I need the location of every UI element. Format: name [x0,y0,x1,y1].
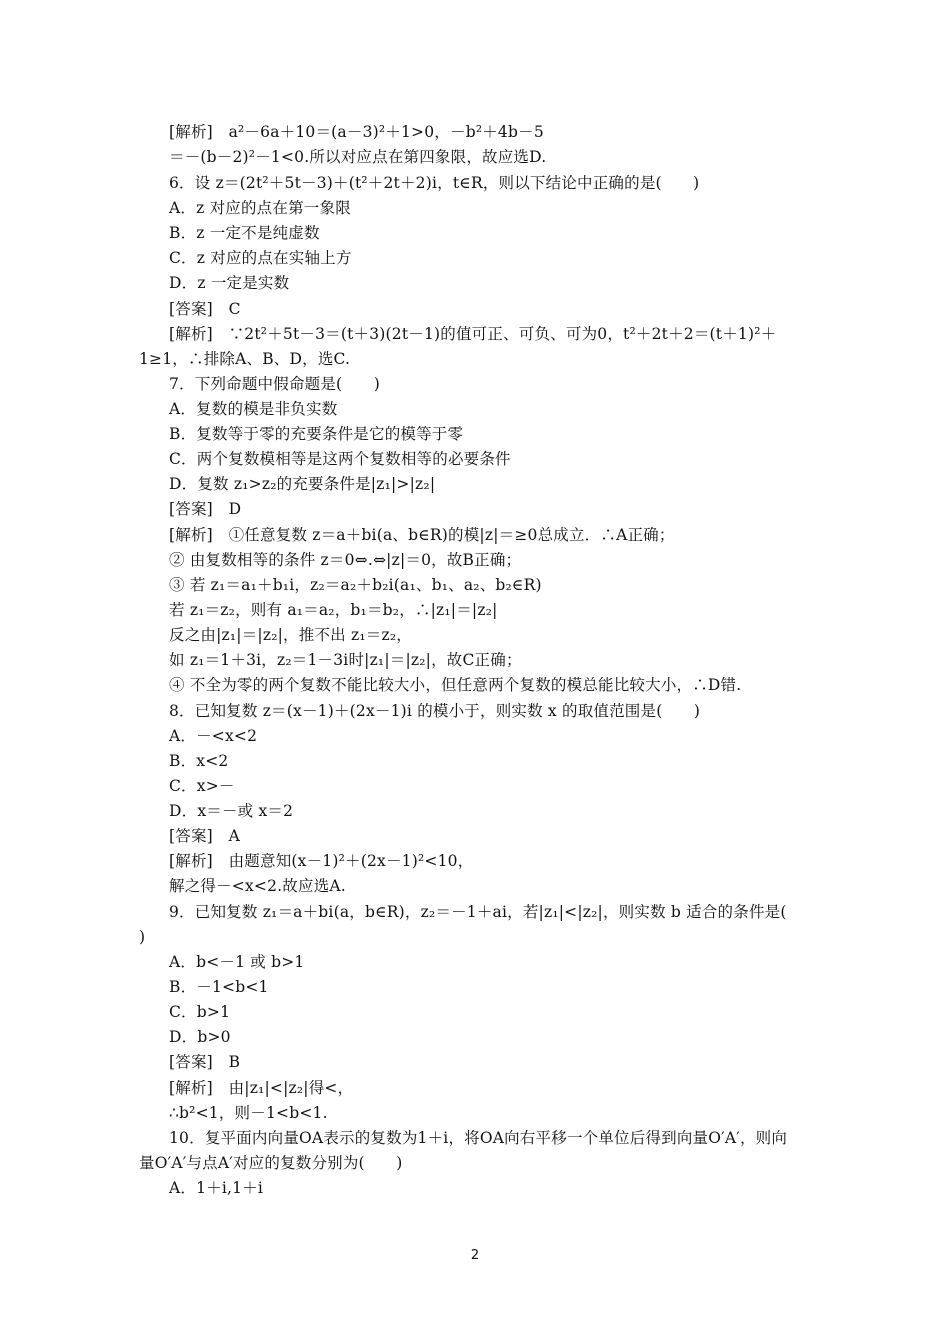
line-26: B．x<2 [169,752,229,770]
line-16: [答案] D [169,500,242,518]
line-12: A．复数的模是非负实数 [169,400,338,418]
line-21: 反之由|z₁|＝|z₂|，推不出 z₁＝z₂， [169,626,412,644]
line-13: B．复数等于零的充要条件是它的模等于零 [169,425,464,443]
line-20: 若 z₁＝z₂，则有 a₁＝a₂，b₁＝b₂，∴|z₁|＝|z₂| [169,601,498,619]
line-7: D．z 一定是实数 [169,274,290,292]
line-19: ③ 若 z₁＝a₁＋b₁i，z₂＝a₂＋b₂i(a₁、b₁、a₂、b₂∈R) [169,576,542,594]
line-4: A．z 对应的点在第一象限 [169,199,351,217]
line-22: 如 z₁＝1＋3i，z₂＝1－3i时|z₁|＝|z₂|，故C正确； [169,651,522,669]
line-3: 6．设 z＝(2t²＋5t－3)＋(t²＋2t＋2)i，t∈R，则以下结论中正确的是( ) [169,174,700,192]
line-38: [答案] B [169,1053,241,1071]
line-18: ② 由复数相等的条件 z＝0⇔.⇔|z|＝0，故B正确； [169,551,522,569]
line-41: 10．复平面内向量OA表示的复数为1＋i，将OA向右平移一个单位后得到向量O′A′，则向 [169,1129,788,1147]
line-29: [答案] A [169,827,240,845]
line-2: ＝－(b－2)²－1<0.所以对应点在第四象限，故应选D. [169,148,547,166]
line-27: C．x>－ [169,777,235,795]
line-15: D．复数 z₁>z₂的充要条件是|z₁|>|z₂| [169,475,436,493]
line-42: 量O′A′与点A′对应的复数分别为( ) [139,1154,403,1172]
line-23: ④ 不全为零的两个复数不能比较大小，但任意两个复数的模总能比较大小，∴D错. [169,676,742,694]
line-28: D．x＝－或 x＝2 [169,802,294,820]
line-33: ) [139,928,146,946]
line-37: D．b>0 [169,1028,231,1046]
page-number: 2 [470,1248,480,1263]
line-17: [解析] ①任意复数 z＝a＋bi(a、b∈R)的模|z|＝≥0总成立．∴A正确； [169,526,675,544]
line-9: [解析] ∵2t²＋5t－3＝(t＋3)(2t－1)的值可正、可负、可为0，t²＋2t＋2＝(t＋1)²＋ [169,325,777,343]
line-8: [答案] C [169,300,241,318]
line-32: 9．已知复数 z₁＝a＋bi(a，b∈R)，z₂＝－1＋ai，若|z₁|<|z₂|，则实数 b 适合的条件是( [169,903,787,921]
line-24: 8．已知复数 z＝(x－1)＋(2x－1)i 的模小于，则实数 x 的取值范围是( ) [169,702,701,720]
line-14: C．两个复数模相等是这两个复数相等的必要条件 [169,450,511,468]
line-43: A．1＋i,1＋i [169,1179,264,1197]
line-25: A．－<x<2 [169,727,258,745]
line-10: 1≥1，∴排除A、B、D，选C. [139,350,351,368]
line-31: 解之得－<x<2.故应选A. [169,877,346,895]
line-36: C．b>1 [169,1003,231,1021]
line-11: 7．下列命题中假命题是( ) [169,375,380,393]
line-30: [解析] 由题意知(x－1)²＋(2x－1)²<10， [169,852,474,870]
line-40: ∴b²<1，则－1<b<1. [169,1104,328,1122]
line-35: B．－1<b<1 [169,978,269,996]
line-6: C．z 对应的点在实轴上方 [169,249,352,267]
line-5: B．z 一定不是纯虚数 [169,224,320,242]
line-39: [解析] 由|z₁|<|z₂|得<， [169,1079,354,1097]
line-1: [解析] a²－6a＋10＝(a－3)²＋1>0，－b²＋4b－5 [169,123,544,141]
line-34: A．b<－1 或 b>1 [169,953,305,971]
